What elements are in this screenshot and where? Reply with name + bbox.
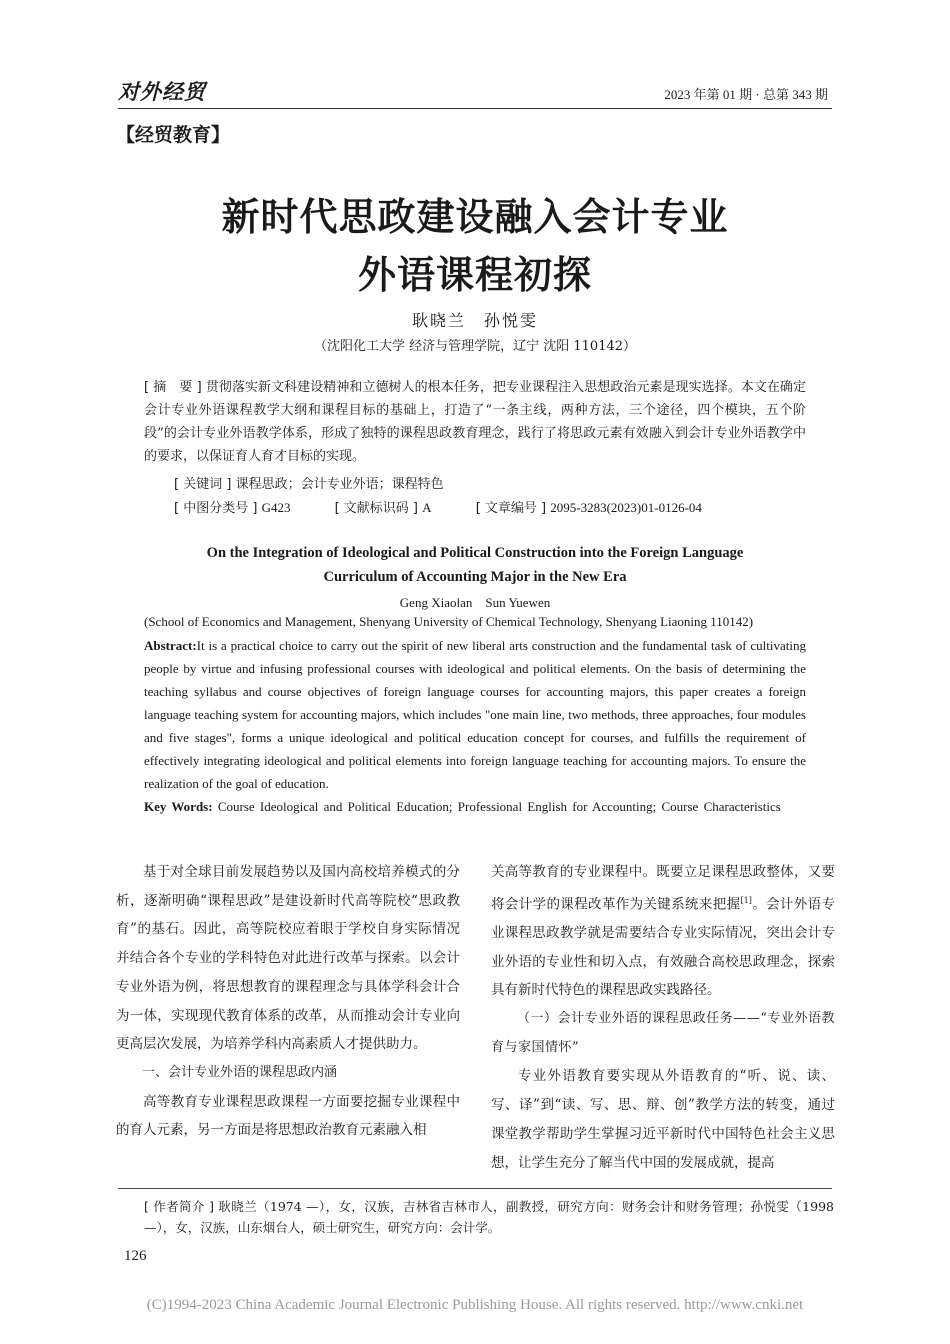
body-column-right (491, 858, 835, 1177)
abstract-cn (144, 376, 806, 468)
author-footnote (144, 1196, 834, 1238)
affiliation-cn: （沈阳化工大学 经济与管理学院，辽宁 沈阳 110142） (313, 339, 637, 354)
title-line-2: 外语课程初探 (357, 253, 592, 297)
body-paragraph: 高等教育专业课程思政课程一方面要挖掘专业课程中的育人元素，另一方面是将思想政治教育元素融入相 (116, 1093, 460, 1139)
article-number-label: [ 文章编号 ] (475, 501, 547, 516)
clc-label: [ 中图分类号 ] (174, 501, 258, 516)
journal-logo: 对外经贸 (118, 80, 206, 104)
authors-en: Geng Xiaolan Sun Yuewen (399, 595, 551, 610)
header-rule (118, 108, 832, 109)
keywords-en-label: Key Words: (144, 799, 213, 814)
section-heading-1: 一、会计专业外语的课程思政内涵 (142, 1064, 338, 1080)
keywords-cn-text: 课程思政；会计专业外语；课程特色 (235, 477, 444, 492)
issue-info: 2023 年第 01 期 · 总第 343 期 (664, 87, 828, 102)
copyright-watermark: (C)1994-2023 China Academic Journal Electronic Publishing House. All rights reserved. http://www.cnki.net (146, 1297, 804, 1313)
body-text: 。会计外语专业课程思政教学就是需要结合专业实际情况，突出会计专业外语的专业性和切入点，有效融合高校思政理念，探索具有新时代特色的课程思政实践路径。 (491, 896, 836, 999)
abstract-en-label: Abstract: (144, 638, 197, 653)
title-en-line-1: On the Integration of Ideological and Political Construction into the Foreign Language (206, 545, 744, 561)
footnote-text: 耿晓兰（1974 —），女，汉族，吉林省吉林市人，副教授，研究方向：财务会计和财务管理；孙悦雯（1998 —），女，汉族，山东烟台人，硕士研究生，研究方向：会计学。 (144, 1199, 834, 1235)
section-heading-2: （一）会计专业外语的课程思政任务——“专业外语教育与家国情怀” (491, 1011, 835, 1055)
footnote-rule (118, 1188, 832, 1189)
title-en (118, 541, 832, 589)
keywords-cn-label: [ 关键词 ] (174, 477, 232, 492)
footnote-label: [ 作者简介 ] (144, 1199, 214, 1214)
page-number: 126 (124, 1248, 147, 1264)
classification-row (174, 497, 702, 516)
body-column-left (116, 858, 460, 1145)
body-paragraph: 专业外语教育要实现从外语教育的“听、说、读、写、译”到“读、写、思、辩、创”教学方法的转变，通过课堂教学帮助学生掌握习近平新时代中国特色社会主义思想，让学生充分了解当代中国的发展成就，提高 (491, 1068, 835, 1171)
authors-cn: 耿晓兰 孙悦雯 (411, 311, 538, 330)
abstract-cn-text: 贯彻落实新文科建设精神和立德树人的根本任务，把专业课程注入思想政治元素是现实选择。本文在确定会计专业外语课程教学大纲和课程目标的基础上，打造了“一条主线，两种方法，三个途径，四个模块，五个阶段”的会计专业外语教学体系，形成了独特的课程思政教育理念，践行了将思政元素有效融入到会计专业外语教学中的要求，以保证育人育才目标的实现。 (144, 380, 806, 464)
keywords-cn (174, 473, 444, 492)
title-line-1: 新时代思政建设融入会计专业 (221, 195, 729, 239)
abstract-en (144, 634, 806, 795)
citation: [1] (740, 895, 752, 905)
title-en-line-2: Curriculum of Accounting Major in the New Era (323, 569, 627, 585)
doc-code-value: A (422, 500, 432, 515)
abstract-en-text: It is a practical choice to carry out the spirit of new liberal arts construction and the fundamental task of cultivating people by virtue and infusing professional courses with ideological and political elements. On the basis of determining the teaching syllabus and course objectives of foreign language courses for accounting majors, this paper creates a foreign language teaching system for accounting majors, which includes "one main line, two methods, three approaches, four modules and five stages", forms a unique ideological and political education concept for courses, and fulfills the requirement of effectively integrating ideological and political elements into foreign language teaching for accounting majors. To ensure the realization of the goal of education. (144, 638, 806, 791)
body-text: 关高等教育的专业课程中。既要立足课程思政整体，又要将会计学的课程改革作为关键系统来把握 (491, 864, 835, 913)
doc-code-label: [ 文献标识码 ] (334, 501, 419, 516)
affiliation-en: (School of Economics and Management, Shenyang University of Chemical Technology, Shenyang Liaoning 110142) (144, 614, 754, 629)
body-paragraph (491, 858, 835, 1005)
abstract-cn-label: [ 摘 要 ] (144, 380, 202, 395)
clc-value: G423 (261, 500, 291, 515)
section-tag: 【经贸教育】 (116, 124, 231, 146)
body-paragraph: 基于对全球目前发展趋势以及国内高校培养模式的分析，逐渐明确“课程思政”是建设新时代高等院校“思政教育”的基石。因此，高等院校应着眼于学校自身实际情况并结合各个专业的学科特色对此进行改革与探索。以会计专业外语为例，将思想教育的课程理念与具体学科会计合为一体，实现现代教育体系的改革，从而推动会计专业向更高层次发展，为培养学科内高素质人才提供助力。 (116, 864, 460, 1053)
keywords-en (144, 795, 806, 818)
article-number-value: 2095-3283(2023)01-0126-04 (550, 500, 702, 515)
keywords-en-text: Course Ideological and Political Education; Professional English for Accounting; Course Characteristics (217, 799, 781, 814)
